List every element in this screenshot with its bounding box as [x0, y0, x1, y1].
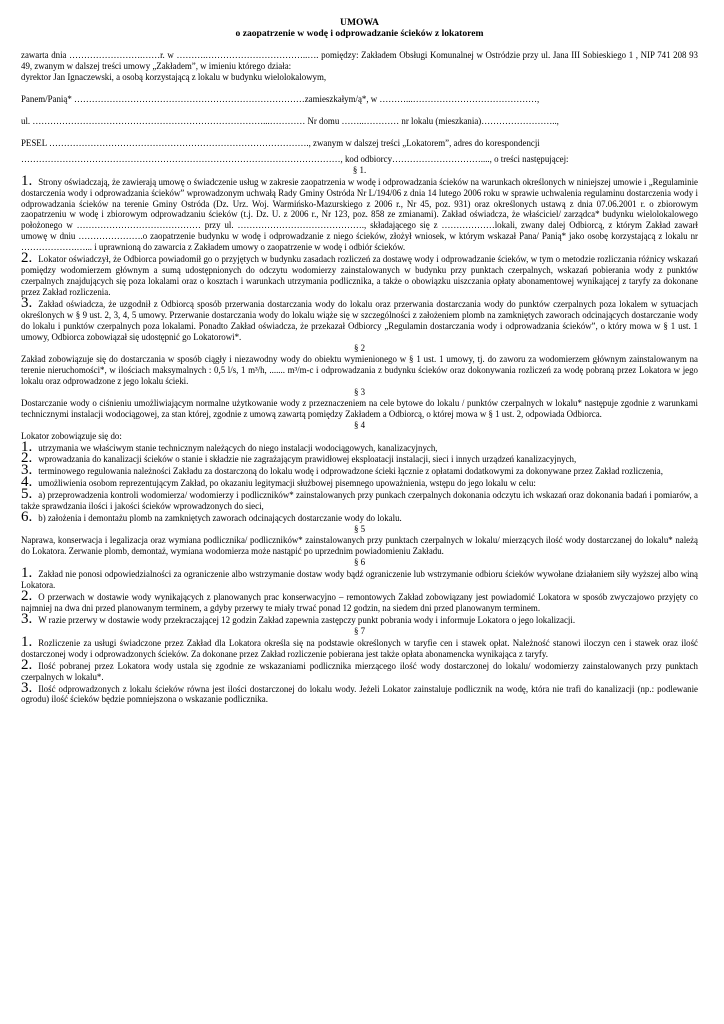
clause-number: 3. [21, 610, 33, 627]
contract-sections [21, 165, 698, 706]
clause-text: utrzymania we właściwym stanie technicznym należących do niego instalacji wodociągowych, kanalizacyjnych, [38, 442, 438, 453]
numbered-clause [21, 438, 698, 455]
field-name-address: Panem/Panią* ……………………………………………………………………zamieszkałym/ą*, w ………...……………………………………, [21, 93, 540, 104]
numbered-clause [21, 295, 698, 343]
numbered-clause [21, 610, 698, 627]
section-heading: § 5 [353, 524, 366, 535]
clause-number: 1. [21, 633, 33, 650]
clause-text: wprowadzania do kanalizacji ścieków o stanie i składzie nie zagrażającym prawidłowej eksploatacji instalacji, sieci i innych urządzeń kanalizacyjnych, [38, 454, 577, 465]
numbered-clause [21, 172, 698, 254]
clause-number: 2. [21, 656, 33, 673]
clause-text: a) przeprowadzenia kontroli wodomierza/ wodomierzy i podliczników* zainstalowanych przy punkach czerpalnych dokonania odczytu ich wskazań oraz dokonania badań i pomiarów, a także sprawdzania ilości i jakości ścieków wprowadzonych do sieci, [21, 490, 698, 512]
clause-text: terminowego regulowania należności Zakładu za dostarczoną do lokalu wodę i odprowadzone ścieki łącznie z opłatami dodatkowymi za dokonywane przez Zakład rozliczenia, [38, 466, 663, 477]
clause-text: Zakład oświadcza, że uzgodnił z Odbiorcą sposób przerwania dostarczania wody do lokalu oraz przerwania dostarczania wody do punktów czerpalnych poza lokalem w sytuacjach określonych w § 9 ust. 2, 3, 4, 5 umowy. Przerwanie dostarczania wody do lokalu wiąże się w szczególności z założeniem plomb na zamkniętych zaworach odcinających dostarczanie wody do lokalu i punktów czerpalnych poza lokalami. Ponadto Zakład oświadcza, że przekazał Odbiorcy „Regulamin dostarczania wody i odprowadzania ścieków”, o który mowa w § 1 ust. 1 umowy, Odbiorca zobowiązał się udostępnić go Lokatorowi*. [21, 299, 698, 342]
clause-number: 4. [21, 474, 33, 491]
section-heading: § 3 [353, 386, 366, 397]
clause-text: Zakład nie ponosi odpowiedzialności za ograniczenie albo wstrzymanie dostaw wody bądź ograniczenie lub wstrzymanie odbioru ścieków wywołane działaniem siły wyższej albo winą Lokatora. [21, 568, 698, 590]
numbered-clause [21, 679, 698, 706]
clause-number: 5. [21, 486, 33, 503]
clause-text: Rozliczenie za usługi świadczone przez Zakład dla Lokatora określa się na podstawie określonych w taryfie cen i stawek opłat. Należność stanowi iloczyn cen i stawek oraz ilość dostarczonej wody i odprowadzonych ścieków. Za dokonane przez Zakład rozliczenie pobierana jest także opłata abonamencka wynikająca z taryfy. [21, 637, 698, 659]
section-heading: § 6 [353, 557, 366, 568]
clause-number: 1. [21, 438, 33, 455]
field-pesel: PESEL ……………………………………………………………………………., zwanym w dalszej treści „Lokatorem”, adres do korespondencji [21, 137, 540, 148]
contract-document [21, 17, 698, 705]
intro-director: dyrektor Jan Ignaczewski, a osobą korzystającą z lokalu w budynku wielolokalowym, [21, 71, 327, 82]
numbered-clause [21, 633, 698, 660]
numbered-clause [21, 587, 698, 614]
clause-text: Ilość pobranej przez Lokatora wody ustala się zgodnie ze wskazaniami podlicznika mierzącego ilość wody dostarczonej do lokalu/ wodomierzy zainstalowanych przy punktach czerpalnych w lokalu*. [21, 660, 698, 682]
section-paragraph: Lokator zobowiązuje się do: [21, 430, 122, 441]
document-subtitle: o zaopatrzenie w wodę i odprowadzanie ścieków z lokatorem [235, 28, 484, 39]
field-correspondence: ………………………………………………………………………………………………, kod odbiorcy…………………………...., o treści następującej: [21, 153, 569, 164]
section-heading: § 2 [353, 342, 366, 353]
clause-text: Ilość odprowadzonych z lokalu ścieków równa jest ilości dostarczonej do lokalu wody. Jeżeli Lokator zainstaluje podlicznik na wodę, która nie trafi do kanalizacji (np.: podlewanie ogrodu) ilość ścieków będzie pomniejszona o wskazanie podlicznika. [21, 683, 698, 705]
clause-text: Lokator oświadczył, że Odbiorca powiadomił go o przyjętych w budynku zasadach rozliczeń za dostawę wody i odprowadzanie ścieków, w tym o metodzie rozliczania różnicy wskazań pomiędzy wodomierzem głównym a sumą udostępnionych do odczytu wodomierzy zainstalowanych w budynku przy punktach czerpalnych, wskazań pobierania wody z punktów czerpalnych znajdujących się poza lokalami oraz o kosztach i warunkach utrzymania podlicznika, a także o obowiązku uiszczania opłaty abonamentowej wynikającej z taryfy za dokonane przez Zakład rozliczenia. [21, 254, 698, 298]
clause-number: 6. [21, 509, 33, 526]
document-title: UMOWA [340, 17, 379, 28]
field-street: ul. ……………………………………………………………………...………… Nr domu ……..………… nr lokalu (mieszkania)…………………….., [21, 115, 559, 126]
clause-number: 2. [21, 250, 33, 267]
numbered-clause [21, 564, 698, 591]
clause-number: 1. [21, 172, 33, 189]
section-paragraph: Zakład zobowiązuje się do dostarczania w sposób ciągły i niezawodny wody do obiektu wymienionego w § 1 ust. 1 umowy, tj. do zaworu za wodomierzem głównym zainstalowanym na terenie nieruchomości*, w ilościach maksymalnych : 0,5 l/s, 1 m³/h, ....... m³/m-c i odprowadzania z budynku ścieków oraz dokonywania rozliczeń za wodę pobraną przez Lokatora w jego lokalu oraz odprowadzone z jego lokalu ścieki. [21, 353, 698, 386]
numbered-clause [21, 450, 698, 467]
section-heading: § 4 [353, 419, 366, 430]
clause-text: W razie przerwy w dostawie wody przekraczającej 12 godzin Zakład zapewnia zastępczy punkt pobrania wody i informuje Lokatora o jego lokalizacji. [38, 614, 576, 625]
numbered-clause [21, 656, 698, 683]
numbered-clause [21, 509, 698, 526]
clause-number: 3. [21, 295, 33, 312]
clause-text: b) założenia i demontażu plomb na zamkniętych zaworach odcinających dostarczanie wody do lokalu. [38, 513, 402, 524]
numbered-clause [21, 474, 698, 491]
clause-text: Strony oświadczają, że zawierają umowę o świadczenie usług w zakresie zaopatrzenia w wodę i odprowadzania ścieków na warunkach określonych w niniejszej umowie i „Regulaminie dostarczenia wody i odprowadzania ścieków” wprowadzonym uchwałą Rady Gminy Ostróda Nr L/194/06 z dnia 14 lutego 2006 roku w sprawie uchwalenia regulaminu dostarczenia wody i odprowadzania ścieków na terenie Gminy Ostróda (Dz. Urz. Woj. Warmińsko-Mazurskiego z 2006 r., Nr 45, poz. 931) oraz określonych ustawą z dnia 07.06.2001 r. o zbiorowym zaopatrzeniu w wodę i zbiorowym odprowadzaniu ścieków (t.j. Dz. U. z 2006 r., Nr 123, poz. 858 ze zmianami). Zakład oświadcza, że właściciel/ zarządca* budynku wielolokalowego położonego w …………………………………… przy ul. ……………………………………., składającego się z ………………lokali, zwany dalej Odbiorcą, z którym Zakład zawarł umowę w dniu ………………….o zaopatrzenie budynku w wodę i odprowadzanie z niego ścieków, złożył wniosek, w którym wskazał Pana/ Panią* jako osobę korzystającą z lokalu nr ……………….…... i uprawnioną do zawarcia z Zakładem umowy o zaopatrzenie w wodę i odbiór ścieków. [21, 176, 698, 253]
clause-number: 3. [21, 679, 33, 696]
clause-text: O przerwach w dostawie wody wynikających z planowanych prac konserwacyjno – remontowych Zakład zobowiązany jest powiadomić Lokatora w sposób zwyczajowo przyjęty co najmniej na dwa dni przed planowanym terminem, a gdyby przerwy te miały trwać ponad 12 godzin, na siedem dni przed planowanym terminem. [21, 591, 698, 613]
clause-number: 1. [21, 564, 33, 581]
section-paragraph: Dostarczanie wody o ciśnieniu umożliwiającym normalne użytkowanie wody z przeznaczeniem na cele bytowe do lokalu / punktów czerpalnych w lokalu* następuje zgodnie z warunkami technicznymi instalacji wodociągowej, za stan której, zgodnie z umową zawartą pomiędzy Zakładem a Odbiorcą, o której mowa w § 1 ust. 2, odpowiada Odbiorca. [21, 397, 698, 419]
clause-number: 3. [21, 462, 33, 479]
section-paragraph: Naprawa, konserwacja i legalizacja oraz wymiana podlicznika/ podliczników* zainstalowanych przy punktach czerpalnych w lokalu/ mierzących ilość wody dostarczanej do lokalu* należą do Lokatora. Zerwanie plomb, demontaż, wymiana wodomierza może nastąpić po uprzednim powiadomieniu Zakładu. [21, 535, 698, 557]
clause-text: umożliwienia osobom reprezentującym Zakład, po okazaniu legitymacji służbowej pisemnego upoważnienia, wstępu do jego lokalu w celu: [38, 478, 536, 489]
intro-paragraph: zawarta dnia …………………….……r. w ……….……………………………..…. pomiędzy: Zakładem Obsługi Komunalnej w Ostródzie przy ul. Jana III Sobieskiego 1 , NIP 741 208 93 49, zwanym w dalszej treści umowy „Zakładem”, w imieniu którego działa: [21, 50, 698, 71]
clause-number: 2. [21, 587, 33, 604]
numbered-clause [21, 462, 698, 479]
numbered-clause [21, 486, 698, 512]
section-heading: § 7 [353, 625, 366, 636]
clause-number: 2. [21, 450, 33, 467]
numbered-clause [21, 250, 698, 298]
section-heading: § 1. [352, 164, 367, 175]
